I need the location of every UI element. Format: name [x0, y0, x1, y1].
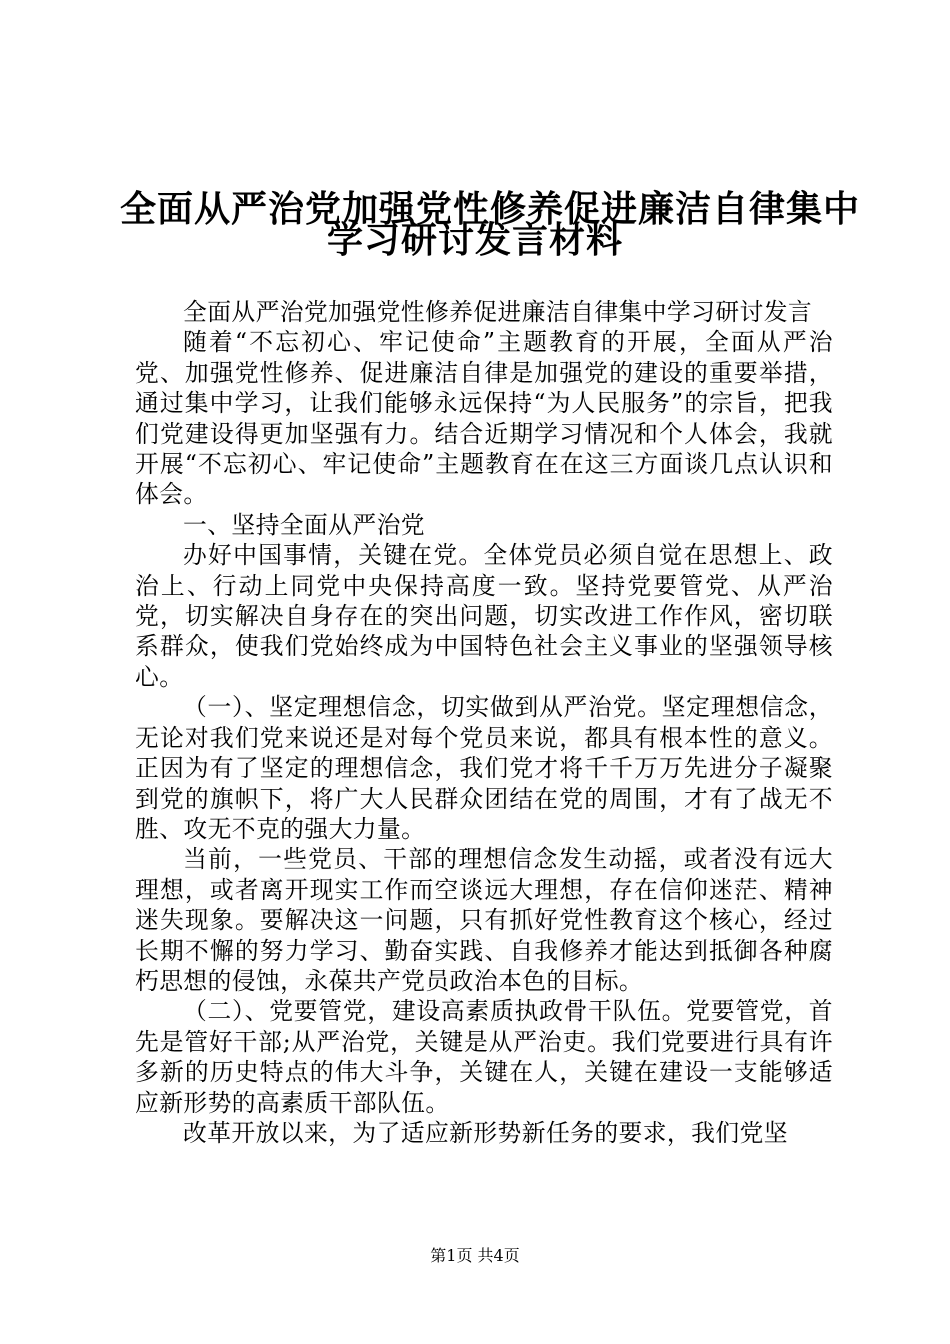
section-heading-1: 一、坚持全面从严治党 — [183, 510, 425, 539]
document-title-line-1: 全面从严治党加强党性修养促进廉洁自律集中 — [120, 189, 861, 230]
subsection-paragraph-2: （二）、党要管党，建设高素质执政骨干队伍。党要管党，首先是管好干部;从严治党，关键是从严治吏。我们党要进行具有许多新的历史特点的伟大斗争，关键在人，关键在建设一支能够适应新形势的高素质干部队伍。 — [135, 997, 833, 1117]
paragraph-intro: 随着“不忘初心、牢记使命”主题教育的开展，全面从严治党、加强党性修养、促进廉洁自律是加强党的建设的重要举措，通过集中学习，让我们能够永远保持“为人民服务”的宗旨，把我们党建设得更加坚强有力。结合近期学习情况和个人体会，我就开展“不忘初心、牢记使命”主题教育在在这三方面谈几点认识和体会。 — [135, 328, 833, 509]
document-body — [135, 297, 833, 1148]
paragraph-subtitle: 全面从严治党加强党性修养促进廉洁自律集中学习研讨发言 — [183, 298, 813, 326]
paragraph: 办好中国事情，关键在党。全体党员必须自觉在思想上、政治上、行动上同党中央保持高度一致。坚持党要管党、从严治党，切实解决自身存在的突出问题，切实改进工作作风，密切联系群众，使我们党始终成为中国特色社会主义事业的坚强领导核心。 — [135, 541, 833, 691]
paragraph: 改革开放以来，为了适应新形势新任务的要求，我们党坚 — [183, 1118, 788, 1147]
document-title-line-2: 学习研讨发言材料 — [326, 220, 623, 261]
paragraph: 当前，一些党员、干部的理想信念发生动摇，或者没有远大理想，或者离开现实工作而空谈远大理想，存在信仰迷茫、精神迷失现象。要解决这一问题，只有抓好党性教育这个核心，经过长期不懈的努力学习、勤奋实践、自我修养才能达到抵御各种腐朽思想的侵蚀，永葆共产党员政治本色的目标。 — [135, 845, 833, 995]
subsection-paragraph-1: （一）、坚定理想信念，切实做到从严治党。坚定理想信念，无论对我们党来说还是对每个党员来说，都具有根本性的意义。正因为有了坚定的理想信念，我们党才将千千万万先进分子凝聚到党的旗帜下，将广大人民群众团结在党的周围，才有了战无不胜、攻无不克的强大力量。 — [135, 693, 833, 843]
page-number-footer: 第1页 共4页 — [430, 1246, 520, 1265]
